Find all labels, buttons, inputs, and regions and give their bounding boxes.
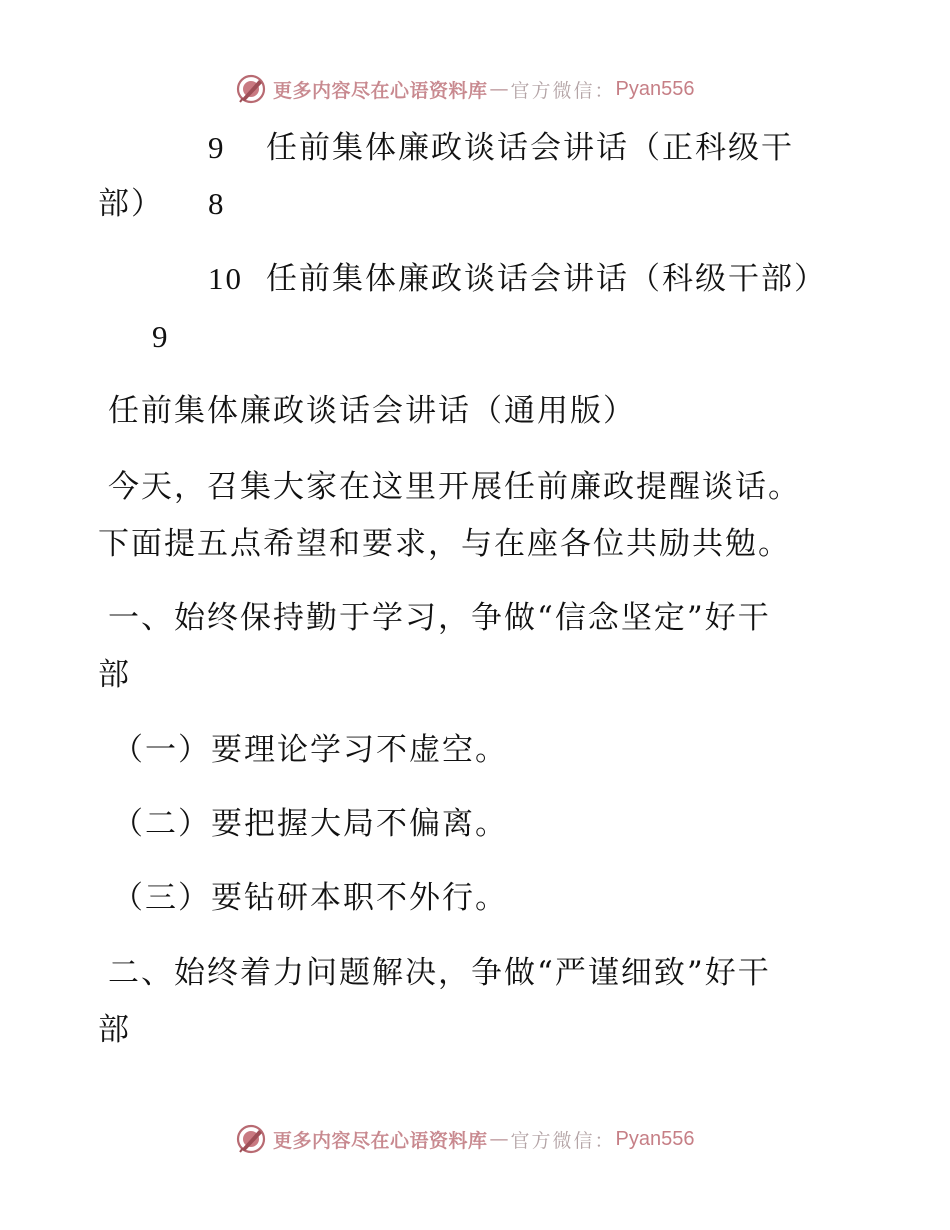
toc-entry-page: 8 [208, 186, 226, 221]
toc-entry-title: 任前集体廉政谈话会讲话（科级干部） [266, 261, 827, 297]
intro-paragraph-line2: 下面提五点希望和要求，与在座各位共励共勉。 [98, 526, 791, 562]
quill-pen-seal-icon [235, 1123, 267, 1155]
toc-entry-10-line1 [208, 259, 827, 299]
toc-entry-title-continued: 部） [98, 186, 164, 222]
watermark-wechat-id: Pyan556 [615, 1127, 695, 1150]
document-heading: 任前集体廉政谈话会讲话（通用版） [108, 393, 636, 429]
toc-entry-number: 10 [208, 261, 243, 296]
section2-heading-line2: 部 [98, 1012, 131, 1048]
watermark-banner-top [235, 72, 695, 106]
toc-entry-10-page [152, 317, 170, 357]
intro-paragraph-line1: 今天，召集大家在这里开展任前廉政提醒谈话。 [108, 469, 801, 505]
toc-entry-9-line2 [98, 184, 226, 224]
section1-heading-line1: 一、始终保持勤于学习，争做“信念坚定”好干 [108, 600, 771, 636]
watermark-wechat-label: 官方微信： [510, 1129, 616, 1152]
watermark-site-text: 更多内容尽在心语资料库 [273, 79, 488, 102]
watermark-site-text: 更多内容尽在心语资料库 [273, 1129, 488, 1152]
section1-item-2: （二）要把握大局不偏离。 [112, 806, 508, 842]
section1-item-3: （三）要钻研本职不外行。 [112, 880, 508, 916]
section1-item-1: （一）要理论学习不虚空。 [112, 732, 508, 768]
watermark-dash: — [489, 1128, 509, 1150]
watermark-dash: — [489, 78, 509, 100]
quill-pen-seal-icon [235, 73, 267, 105]
section1-heading-line2: 部 [98, 657, 131, 693]
toc-entry-9-line1 [208, 128, 794, 168]
section2-heading-line1: 二、始终着力问题解决，争做“严谨细致”好干 [108, 955, 771, 991]
watermark-banner-bottom [235, 1122, 695, 1156]
watermark-wechat-label: 官方微信： [510, 79, 616, 102]
toc-entry-page: 9 [152, 319, 170, 354]
toc-entry-number: 9 [208, 130, 226, 165]
watermark-wechat-id: Pyan556 [615, 77, 695, 100]
toc-entry-title: 任前集体廉政谈话会讲话（正科级干 [266, 130, 794, 166]
